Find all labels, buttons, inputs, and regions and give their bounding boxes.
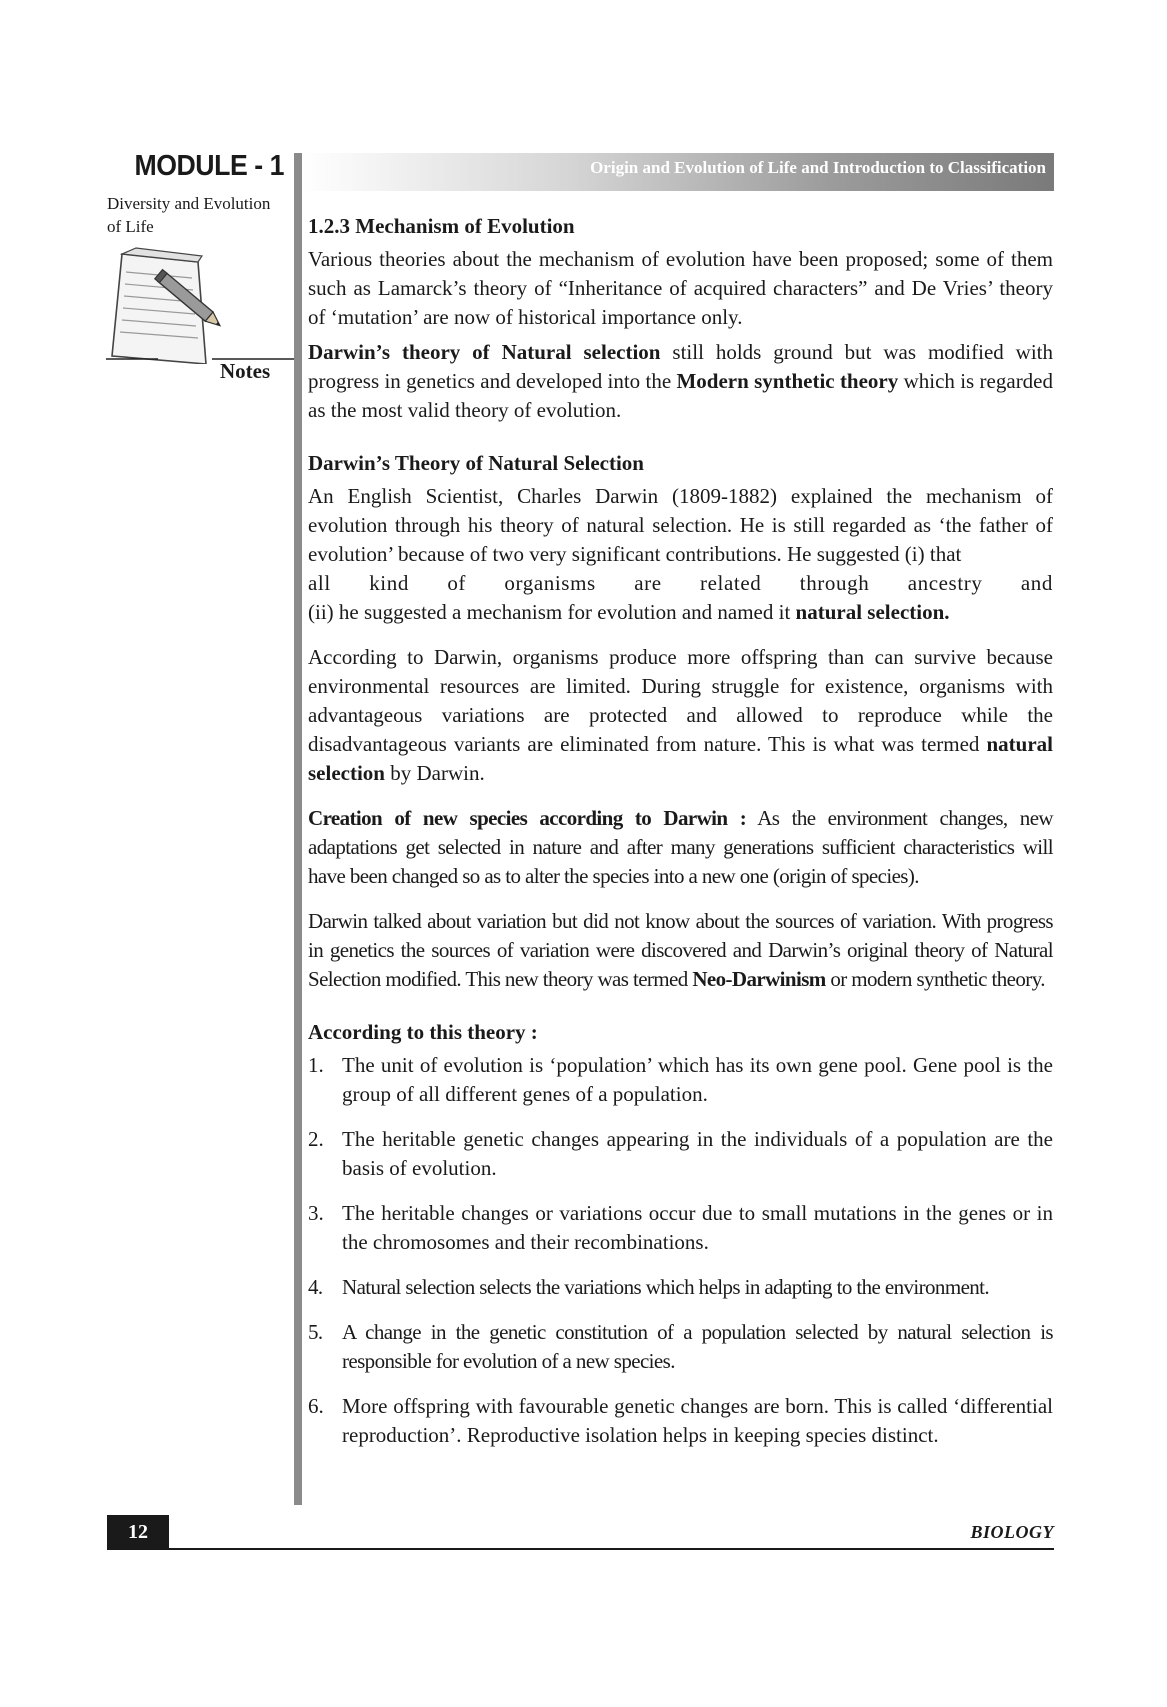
list-item: 3. The heritable changes or variations occur due to small mutations in the genes or in the chromosomes and their recombinations.: [308, 1201, 1053, 1254]
notes-label: Notes: [220, 359, 271, 383]
paragraph-line: all kind of organisms are related through ancestry and: [308, 571, 1053, 595]
list-item: 1. The unit of evolution is ‘population’ which has its own gene pool. Gene pool is the group of all different genes of a population.: [308, 1053, 1053, 1106]
bold-term: natural selection: [308, 732, 1053, 785]
list-heading: According to this theory :: [308, 1020, 538, 1044]
list-item: 5. A change in the genetic constitution of a population selected by natural selection is responsible for evolution of a new species.: [308, 1320, 1053, 1373]
module-subtitle-line1: Diversity and Evolution: [107, 194, 271, 213]
list-item: 2. The heritable genetic changes appearing in the individuals of a population are the basis of evolution.: [308, 1127, 1053, 1180]
module-subtitle: [107, 192, 297, 238]
notepad-pencil-icon: [106, 244, 296, 364]
bold-term: Modern synthetic theory: [676, 369, 899, 393]
page-number: 12: [107, 1515, 169, 1549]
bold-term: Darwin’s theory of Natural selection: [308, 340, 661, 364]
bold-term: natural selection.: [795, 600, 950, 624]
footer-rule: [107, 1548, 1054, 1550]
paragraph-line: (ii) he suggested a mechanism for evolution and named it natural selection.: [308, 600, 950, 624]
paragraph: Creation of new species according to Darwin : As the environment changes, new adaptations get selected in nature and after many generations sufficient characteristics will have been changed so as to alter the species into a new one (origin of species).: [308, 806, 1053, 888]
module-subtitle-line2: of Life: [107, 217, 154, 236]
paragraph: An English Scientist, Charles Darwin (1809-1882) explained the mechanism of evolution through his theory of natural selection. He is still regarded as ‘the father of evolution’ because of two very significant contributions. He suggested (i) that: [308, 484, 1053, 566]
margin-divider: [294, 153, 302, 1505]
theory-points-list: [308, 1051, 1053, 1450]
bold-term: Creation of new species according to Darwin :: [308, 806, 747, 830]
list-item: 4. Natural selection selects the variations which helps in adapting to the environment.: [308, 1275, 990, 1299]
paragraph: According to Darwin, organisms produce more offspring than can survive because environmental resources are limited. During struggle for existence, organisms with advantageous variations are protected and allowed to reproduce while the disadvantageous variants are eliminated from nature. This is what was termed natural selection by Darwin.: [308, 645, 1053, 785]
subsection-heading: Darwin’s Theory of Natural Selection: [308, 451, 644, 475]
running-header: [302, 153, 1054, 191]
paragraph: Darwin’s theory of Natural selection still holds ground but was modified with progress in genetics and developed into the Modern synthetic theory which is regarded as the most valid theory of evolution.: [308, 340, 1054, 422]
section-heading: 1.2.3 Mechanism of Evolution: [308, 214, 575, 238]
paragraph: Darwin talked about variation but did not know about the sources of variation. With progress in genetics the sources of variation were discovered and Darwin’s original theory of Natural Selection modified. This new theory was termed Neo-Darwinism or modern synthetic theory.: [308, 909, 1053, 991]
bold-term: Neo-Darwinism: [692, 967, 826, 991]
module-title: MODULE - 1: [134, 150, 284, 182]
main-content: [308, 212, 1053, 1466]
list-item: 6. More offspring with favourable genetic changes are born. This is called ‘differential reproduction’. Reproductive isolation helps in keeping species distinct.: [308, 1394, 1053, 1447]
running-header-title: Origin and Evolution of Life and Introduction to Classification: [590, 158, 1046, 177]
footer-subject: BIOLOGY: [970, 1522, 1054, 1542]
paragraph: Various theories about the mechanism of evolution have been proposed; some of them such as Lamarck’s theory of “Inheritance of acquired characters” and De Vries’ theory of ‘mutation’ are now of historical importance only.: [308, 247, 1053, 329]
